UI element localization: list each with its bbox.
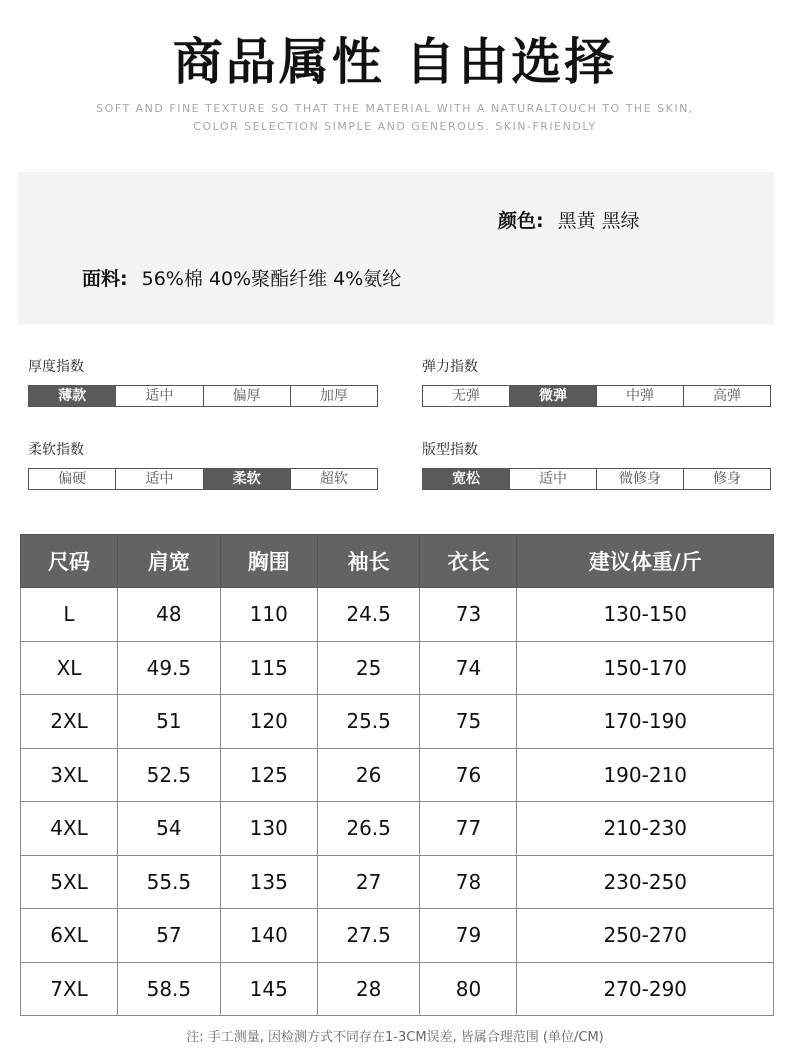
table-cell: 190-210 — [517, 748, 774, 802]
softness-index — [28, 439, 378, 490]
table-cell: 57 — [118, 909, 221, 963]
index-title: 版型指数 — [422, 442, 478, 458]
index-bar — [422, 385, 771, 407]
index-option: 中弹 — [597, 386, 684, 406]
index-bar — [28, 468, 378, 490]
table-cell: 140 — [220, 909, 317, 963]
table-cell: 78 — [420, 855, 517, 909]
index-option: 加厚 — [319, 388, 348, 404]
fit-index — [422, 439, 771, 490]
table-cell: 49.5 — [118, 641, 221, 695]
index-title: 厚度指数 — [28, 359, 84, 375]
index-option-selected: 宽松 — [423, 469, 510, 489]
fabric-value: 56%棉 40%聚酯纤维 4%氨纶 — [141, 268, 402, 290]
table-cell: 76 — [420, 748, 517, 802]
table-cell: 48 — [118, 588, 221, 642]
table-cell: 250-270 — [517, 909, 774, 963]
table-cell: 7XL — [21, 962, 118, 1016]
table-cell: 230-250 — [517, 855, 774, 909]
table-cell: 25 — [317, 641, 420, 695]
table-cell: 6XL — [21, 909, 118, 963]
index-option: 微修身 — [597, 469, 684, 489]
subtitle-line-1: SOFT AND FINE TEXTURE SO THAT THE MATERIAL WITH A NATURALTOUCH TO THE SKIN, — [96, 102, 694, 115]
column-header: 尺码 — [21, 535, 118, 588]
index-option-selected: 微弹 — [510, 386, 597, 406]
measurement-note: 注: 手工测量, 因检测方式不同存在1-3CM误差, 皆属合理范围 (单位/CM) — [186, 1030, 604, 1045]
table-cell: 27 — [317, 855, 420, 909]
index-option: 高弹 — [713, 388, 741, 404]
index-title: 弹力指数 — [422, 359, 478, 375]
table-cell: 270-290 — [517, 962, 774, 1016]
table-cell: L — [21, 588, 118, 642]
thickness-index — [28, 356, 378, 407]
page-title: 商品属性 自由选择 — [172, 33, 618, 91]
table-row — [21, 748, 774, 802]
table-cell: 26.5 — [317, 802, 420, 856]
table-cell: 130 — [220, 802, 317, 856]
fabric-label: 面料: — [82, 268, 128, 290]
table-cell: 80 — [420, 962, 517, 1016]
table-cell: 3XL — [21, 748, 118, 802]
table-cell: 145 — [220, 962, 317, 1016]
table-cell: 135 — [220, 855, 317, 909]
table-cell: 74 — [420, 641, 517, 695]
table-cell: 55.5 — [118, 855, 221, 909]
index-title: 柔软指数 — [28, 442, 84, 458]
table-cell: 110 — [220, 588, 317, 642]
table-cell: 150-170 — [517, 641, 774, 695]
table-cell: 28 — [317, 962, 420, 1016]
elasticity-index — [422, 356, 771, 407]
table-cell: 170-190 — [517, 695, 774, 749]
index-bar — [28, 385, 378, 407]
subtitle — [0, 100, 790, 136]
table-cell: 5XL — [21, 855, 118, 909]
index-option: 偏厚 — [204, 386, 291, 406]
table-row — [21, 802, 774, 856]
index-option: 适中 — [116, 386, 203, 406]
table-cell: 210-230 — [517, 802, 774, 856]
table-cell: 58.5 — [118, 962, 221, 1016]
table-row — [21, 909, 774, 963]
color-info — [498, 206, 640, 233]
table-cell: 27.5 — [317, 909, 420, 963]
table-row — [21, 641, 774, 695]
table-row — [21, 588, 774, 642]
table-cell: 4XL — [21, 802, 118, 856]
index-option-selected: 柔软 — [204, 469, 291, 489]
column-header: 建议体重/斤 — [517, 535, 774, 588]
index-option: 超软 — [319, 471, 348, 487]
index-option: 修身 — [713, 471, 741, 487]
table-cell: 125 — [220, 748, 317, 802]
table-cell: 120 — [220, 695, 317, 749]
index-option: 适中 — [510, 469, 597, 489]
subtitle-line-2: COLOR SELECTION SIMPLE AND GENEROUS. SKIN-FRIENDLY — [193, 120, 597, 133]
table-cell: 130-150 — [517, 588, 774, 642]
product-info-box — [18, 172, 774, 325]
column-header: 袖长 — [317, 535, 420, 588]
index-option-selected: 薄款 — [29, 386, 116, 406]
size-table — [20, 534, 774, 1016]
column-header: 胸围 — [220, 535, 317, 588]
table-header-row — [21, 535, 774, 588]
table-cell: XL — [21, 641, 118, 695]
column-header: 衣长 — [420, 535, 517, 588]
color-label: 颜色: — [498, 210, 544, 232]
table-cell: 75 — [420, 695, 517, 749]
index-bar — [422, 468, 771, 490]
table-cell: 2XL — [21, 695, 118, 749]
table-cell: 115 — [220, 641, 317, 695]
table-row — [21, 962, 774, 1016]
index-option: 偏硬 — [29, 469, 116, 489]
table-cell: 26 — [317, 748, 420, 802]
color-value: 黑黄 黑绿 — [557, 210, 640, 232]
table-cell: 54 — [118, 802, 221, 856]
table-row — [21, 695, 774, 749]
table-cell: 51 — [118, 695, 221, 749]
table-cell: 52.5 — [118, 748, 221, 802]
index-option: 无弹 — [423, 386, 510, 406]
table-cell: 79 — [420, 909, 517, 963]
table-cell: 73 — [420, 588, 517, 642]
table-cell: 24.5 — [317, 588, 420, 642]
table-cell: 77 — [420, 802, 517, 856]
index-option: 适中 — [116, 469, 203, 489]
fabric-info — [82, 264, 401, 291]
table-cell: 25.5 — [317, 695, 420, 749]
table-row — [21, 855, 774, 909]
column-header: 肩宽 — [118, 535, 221, 588]
